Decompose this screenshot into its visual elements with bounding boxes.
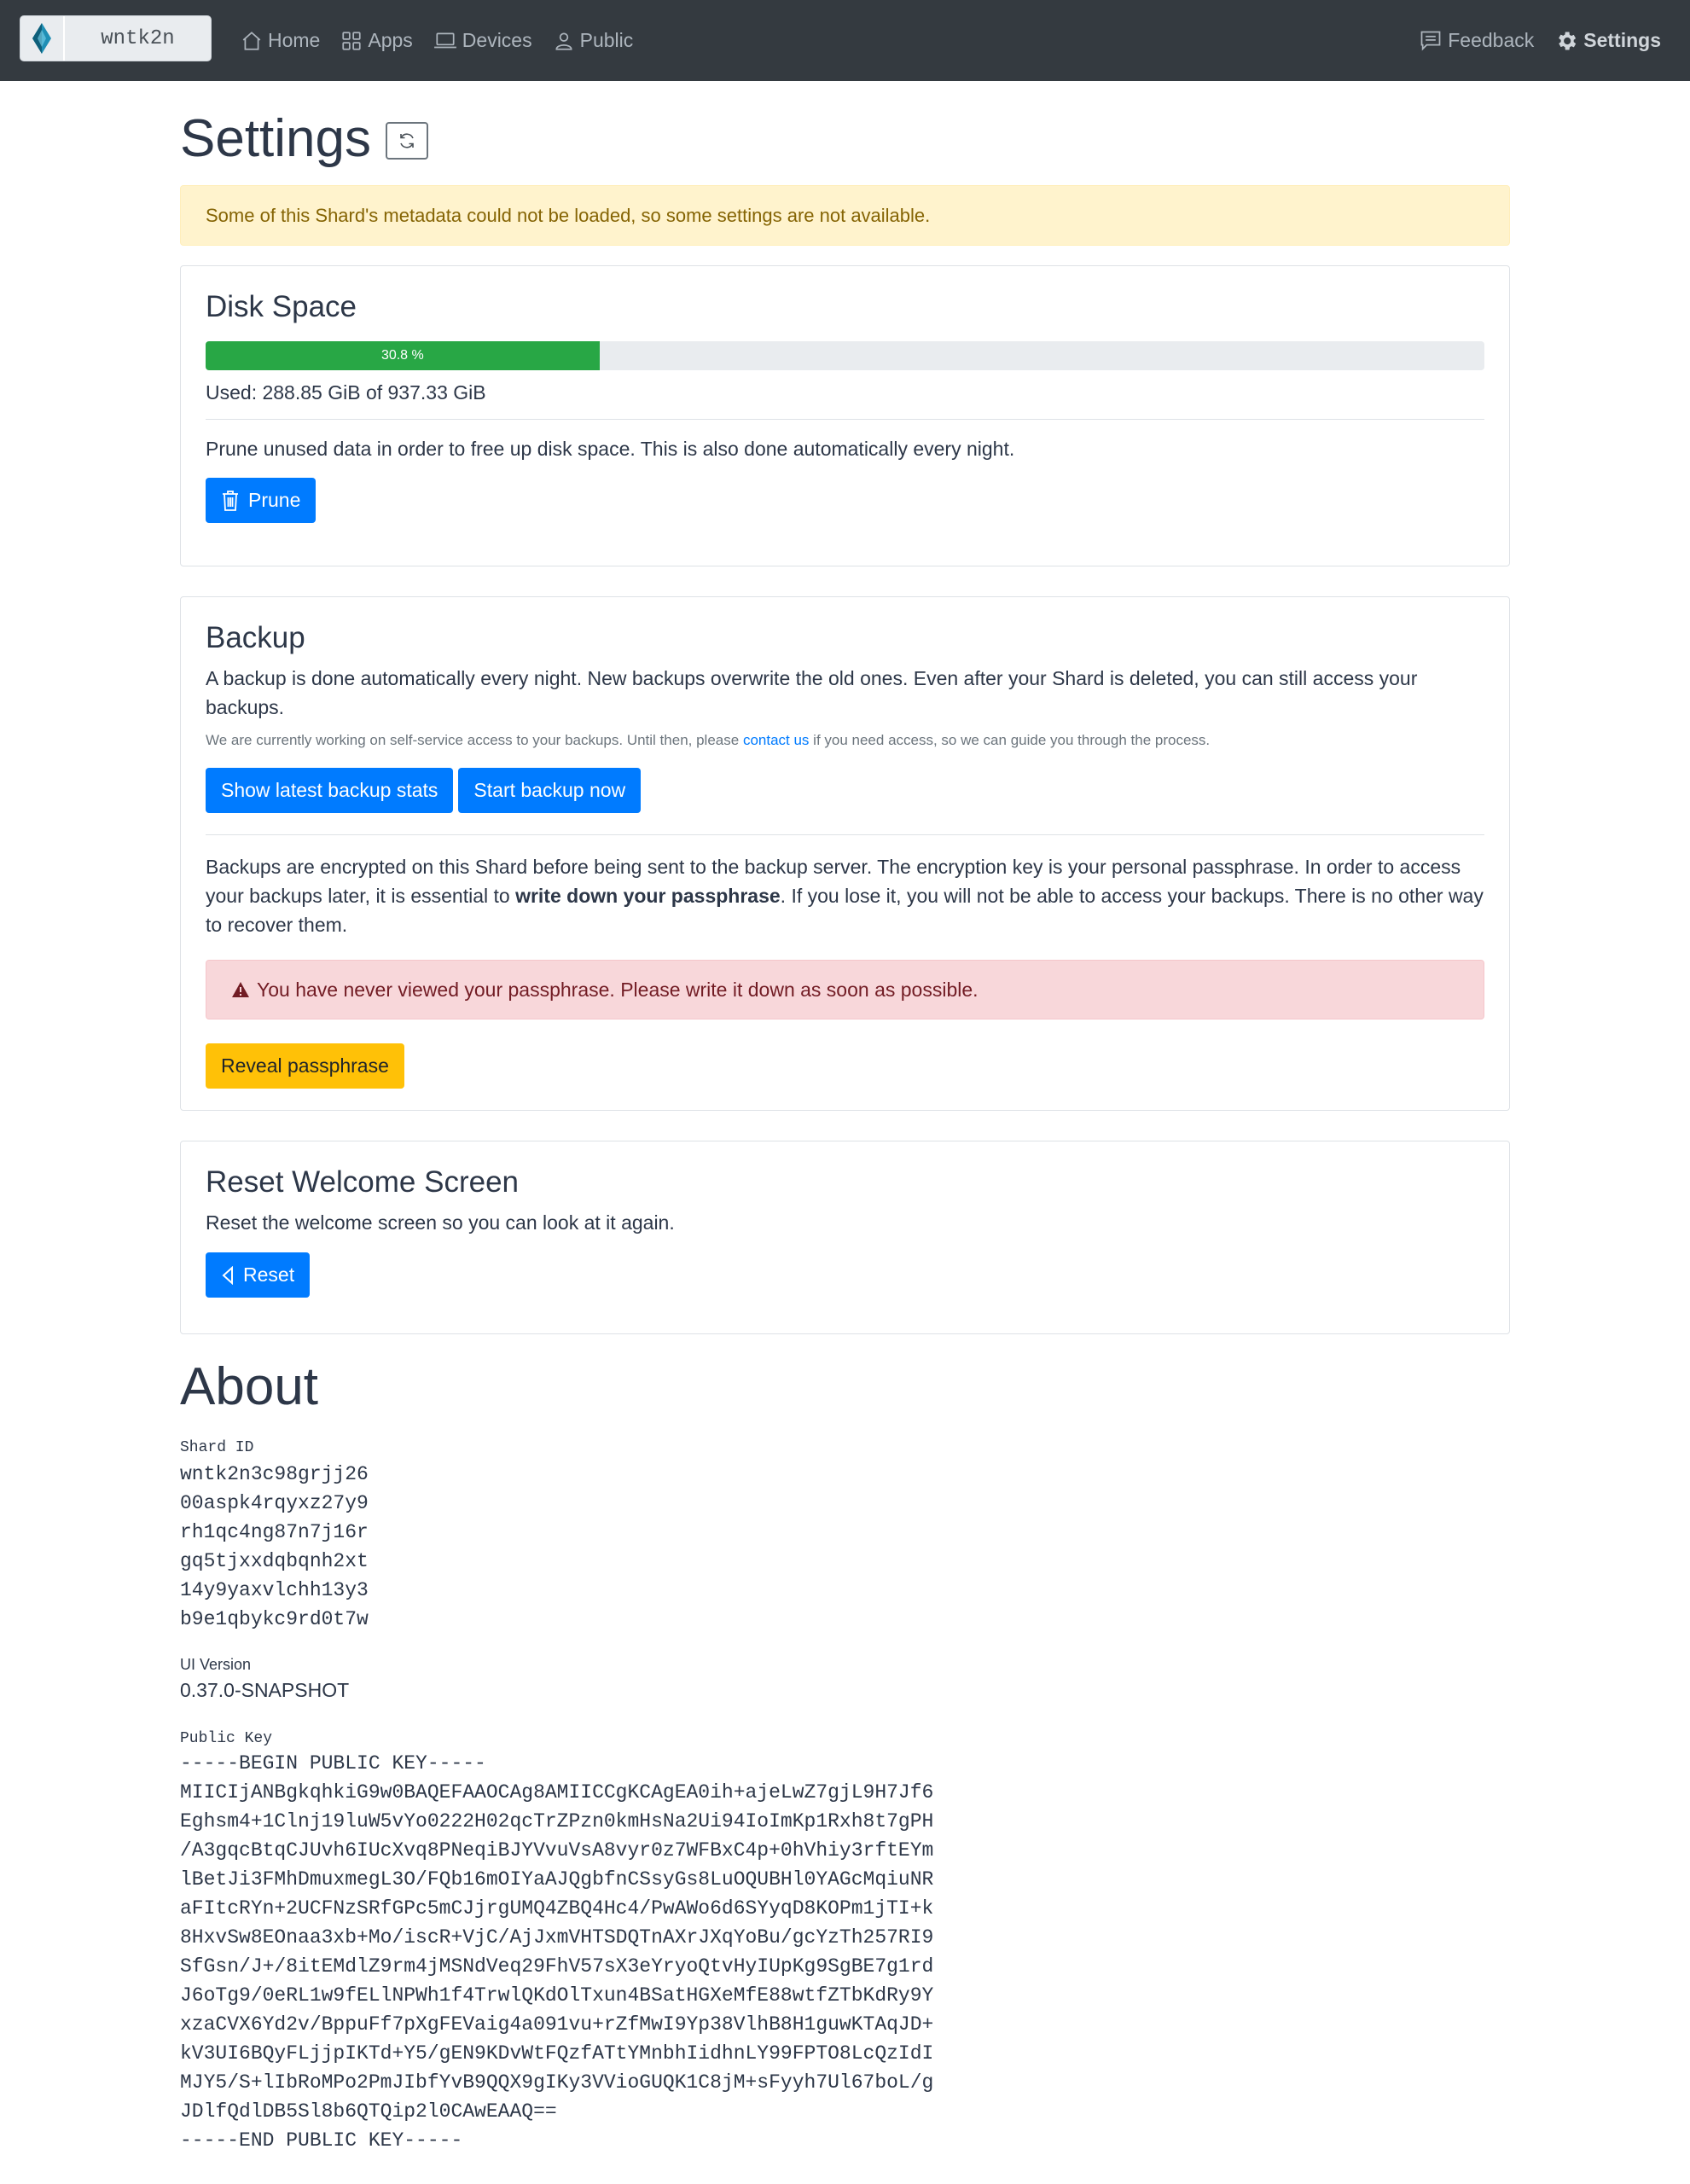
nav-devices-label: Devices xyxy=(462,29,532,51)
backup-note-before: We are currently working on self-service access to your backups. Until then, please xyxy=(206,732,740,748)
nav-settings-label: Settings xyxy=(1583,29,1661,51)
prune-description: Prune unused data in order to free up disk space. This is also done automatically every night. xyxy=(206,438,1015,460)
trash-icon xyxy=(221,490,240,512)
start-backup-button[interactable]: Start backup now xyxy=(458,768,641,813)
backup-card xyxy=(180,596,1510,1111)
contact-us-link[interactable]: contact us xyxy=(742,732,810,748)
disk-space-title: Disk Space xyxy=(206,290,357,323)
nav-feedback-label: Feedback xyxy=(1448,29,1535,51)
refresh-button[interactable] xyxy=(386,122,428,160)
metadata-warning-text: Some of this Shard's metadata could not be loaded, so some settings are not available. xyxy=(206,204,931,226)
reset-welcome-text: Reset the welcome screen so you can look at it again. xyxy=(206,1211,675,1234)
shard-id-value xyxy=(180,1460,1510,1634)
page-title: Settings xyxy=(180,108,372,168)
public-key-line: -----END PUBLIC KEY----- xyxy=(180,2129,463,2152)
public-key-line: MIICIjANBgkqhkiG9w0BAQEFAAOCAg8AMIICCgKCAgEA0ih+ajeLwZ7gjL9H7Jf6 xyxy=(180,1781,934,1804)
disk-usage-percent: 30.8 % xyxy=(380,348,424,363)
public-key-line: JDlfQdlDB5Sl8b6QTQip2l0CAwEAAQ== xyxy=(180,2100,557,2123)
divider xyxy=(206,834,1484,835)
ui-version-label: UI Version xyxy=(180,1656,252,1673)
public-key-line: aFItcRYn+2UCFNzSRfGPc5mCJjrgUMQ4ZBQ4Hc4/PwAWo6d6SYyqD8KOPm1jTI+k xyxy=(180,1897,934,1920)
backup-access-note xyxy=(206,732,1484,749)
shard-id-line: 14y9yaxvlchh13y3 xyxy=(180,1579,369,1601)
public-key-line: kV3UI6BQyFLjjpIKTd+Y5/gEN9KDvWtFQzfATtYMnbhIidhnLY99FPTO8LcQzIdI xyxy=(180,2042,934,2065)
encryption-description xyxy=(206,852,1484,939)
shard-id-line: wntk2n3c98grjj26 xyxy=(180,1463,369,1485)
passphrase-warning-text: You have never viewed your passphrase. Please write it down as soon as possible. xyxy=(257,978,979,1001)
ui-version-value: 0.37.0-SNAPSHOT xyxy=(180,1679,350,1701)
disk-usage-progress xyxy=(206,341,1484,370)
nav-apps-label: Apps xyxy=(368,29,413,51)
disk-used-text: Used: 288.85 GiB of 937.33 GiB xyxy=(206,381,486,404)
shard-id-line: gq5tjxxdqbqnh2xt xyxy=(180,1550,369,1572)
public-key-label: Public Key xyxy=(180,1730,273,1747)
prune-button[interactable] xyxy=(206,478,316,523)
prune-button-label: Prune xyxy=(248,489,301,511)
main-content xyxy=(180,81,1510,2155)
shard-id-label: Shard ID xyxy=(180,1439,254,1456)
caret-left-icon xyxy=(221,1266,235,1285)
gear-icon xyxy=(1554,29,1578,53)
user-icon xyxy=(553,30,575,52)
navbar xyxy=(0,0,1690,81)
shard-switcher[interactable] xyxy=(20,15,212,61)
divider xyxy=(206,419,1484,420)
backup-intro: A backup is done automatically every night. New backups overwrite the old ones. Even after your Shard is deleted, you can still access your backups. xyxy=(206,667,1418,718)
nav-public-label: Public xyxy=(579,29,634,51)
feedback-icon xyxy=(1419,29,1443,53)
shard-id-line: rh1qc4ng87n7j16r xyxy=(180,1521,369,1543)
metadata-warning-alert xyxy=(180,185,1510,246)
shard-name: wntk2n xyxy=(101,26,175,50)
shard-id-line: 00aspk4rqyxz27y9 xyxy=(180,1492,369,1514)
nav-settings[interactable] xyxy=(1554,29,1661,53)
shard-id-line: b9e1qbykc9rd0t7w xyxy=(180,1608,369,1630)
warning-icon xyxy=(231,981,250,998)
nav-home-label: Home xyxy=(268,29,321,51)
passphrase-warning-alert xyxy=(206,960,1484,1019)
nav-apps[interactable] xyxy=(340,29,412,52)
public-key-line: Eghsm4+1Clnj19luW5vYo0222H02qcTrZPzn0kmHsNa2Ui94IoImKp1Rxh8t7gPH xyxy=(180,1810,934,1833)
public-key-line: /A3gqcBtqCJUvh6IUcXvq8PNeqiBJYVvuVsA8vyr0z7WFBxC4p+0hVhiy3rftEYm xyxy=(180,1839,934,1862)
public-key-line: J6oTg9/0eRL1w9fELlNPWh1f4TrwlQKdOlTxun4BSatHGXeMfE88wtfZTbKdRy9Y xyxy=(180,1984,934,2007)
encryption-text-after: . If you lose it, you will not be able to access your backups. There is no other way to recover them. xyxy=(206,885,1484,936)
reset-welcome-title: Reset Welcome Screen xyxy=(206,1165,520,1199)
reveal-passphrase-button[interactable]: Reveal passphrase xyxy=(206,1043,404,1089)
disk-space-card xyxy=(180,265,1510,566)
reset-button-label: Reset xyxy=(243,1263,295,1286)
public-key-line: xzaCVX6Yd2v/BppuFf7pXgFEVaig4a091vu+rZfMwI9Yp38VlhB8H1guwKTAqJD+ xyxy=(180,2013,934,2036)
nav-devices[interactable] xyxy=(433,29,532,52)
apps-grid-icon xyxy=(340,30,363,52)
public-key-line: 8HxvSw8EOnaa3xb+Mo/iscR+VjC/AjJxmVHTSDQTnAXrJXqYoBu/gcYzTh257RI9 xyxy=(180,1926,934,1949)
nav-public[interactable] xyxy=(553,29,634,52)
show-backup-stats-button[interactable]: Show latest backup stats xyxy=(206,768,453,813)
refresh-icon xyxy=(397,131,417,151)
backup-note-after: if you need access, so we can guide you through the process. xyxy=(813,732,1211,748)
reset-welcome-card xyxy=(180,1141,1510,1334)
laptop-icon xyxy=(433,30,457,52)
public-key-line: MJY5/S+lIbRoMPo2PmJIbfYvB9QQX9gIKy3VVioGUQK1C8jM+sFyyh7Ul67boL/g xyxy=(180,2071,934,2094)
reset-button[interactable] xyxy=(206,1252,310,1298)
disk-usage-bar xyxy=(206,341,600,370)
backup-title: Backup xyxy=(206,621,305,654)
public-key-line: -----BEGIN PUBLIC KEY----- xyxy=(180,1752,486,1774)
public-key-line: SfGsn/J+/8itEMdlZ9rm4jMSNdVeq29FhV57sX3eYryoQtvHyIUpKg9SgBE7g1rd xyxy=(180,1955,934,1978)
nav-feedback[interactable] xyxy=(1419,29,1534,53)
nav-home[interactable] xyxy=(241,29,320,52)
encryption-text-before: Backups are encrypted on this Shard before being sent to the backup server. The encryption key is your personal passphrase. In order to access your backups later, it is essential to xyxy=(206,856,1461,907)
encryption-text-bold: write down your passphrase xyxy=(515,885,781,907)
about-title: About xyxy=(180,1357,319,1416)
public-key-line: lBetJi3FMhDmuxmegL3O/FQb16mOIYaAJQgbfnCSsyGs8LuOQUBHl0YAGcMqiuNR xyxy=(180,1868,934,1891)
shard-logo-icon xyxy=(20,16,65,61)
public-key-value xyxy=(180,1749,1510,2155)
home-icon xyxy=(241,30,263,52)
